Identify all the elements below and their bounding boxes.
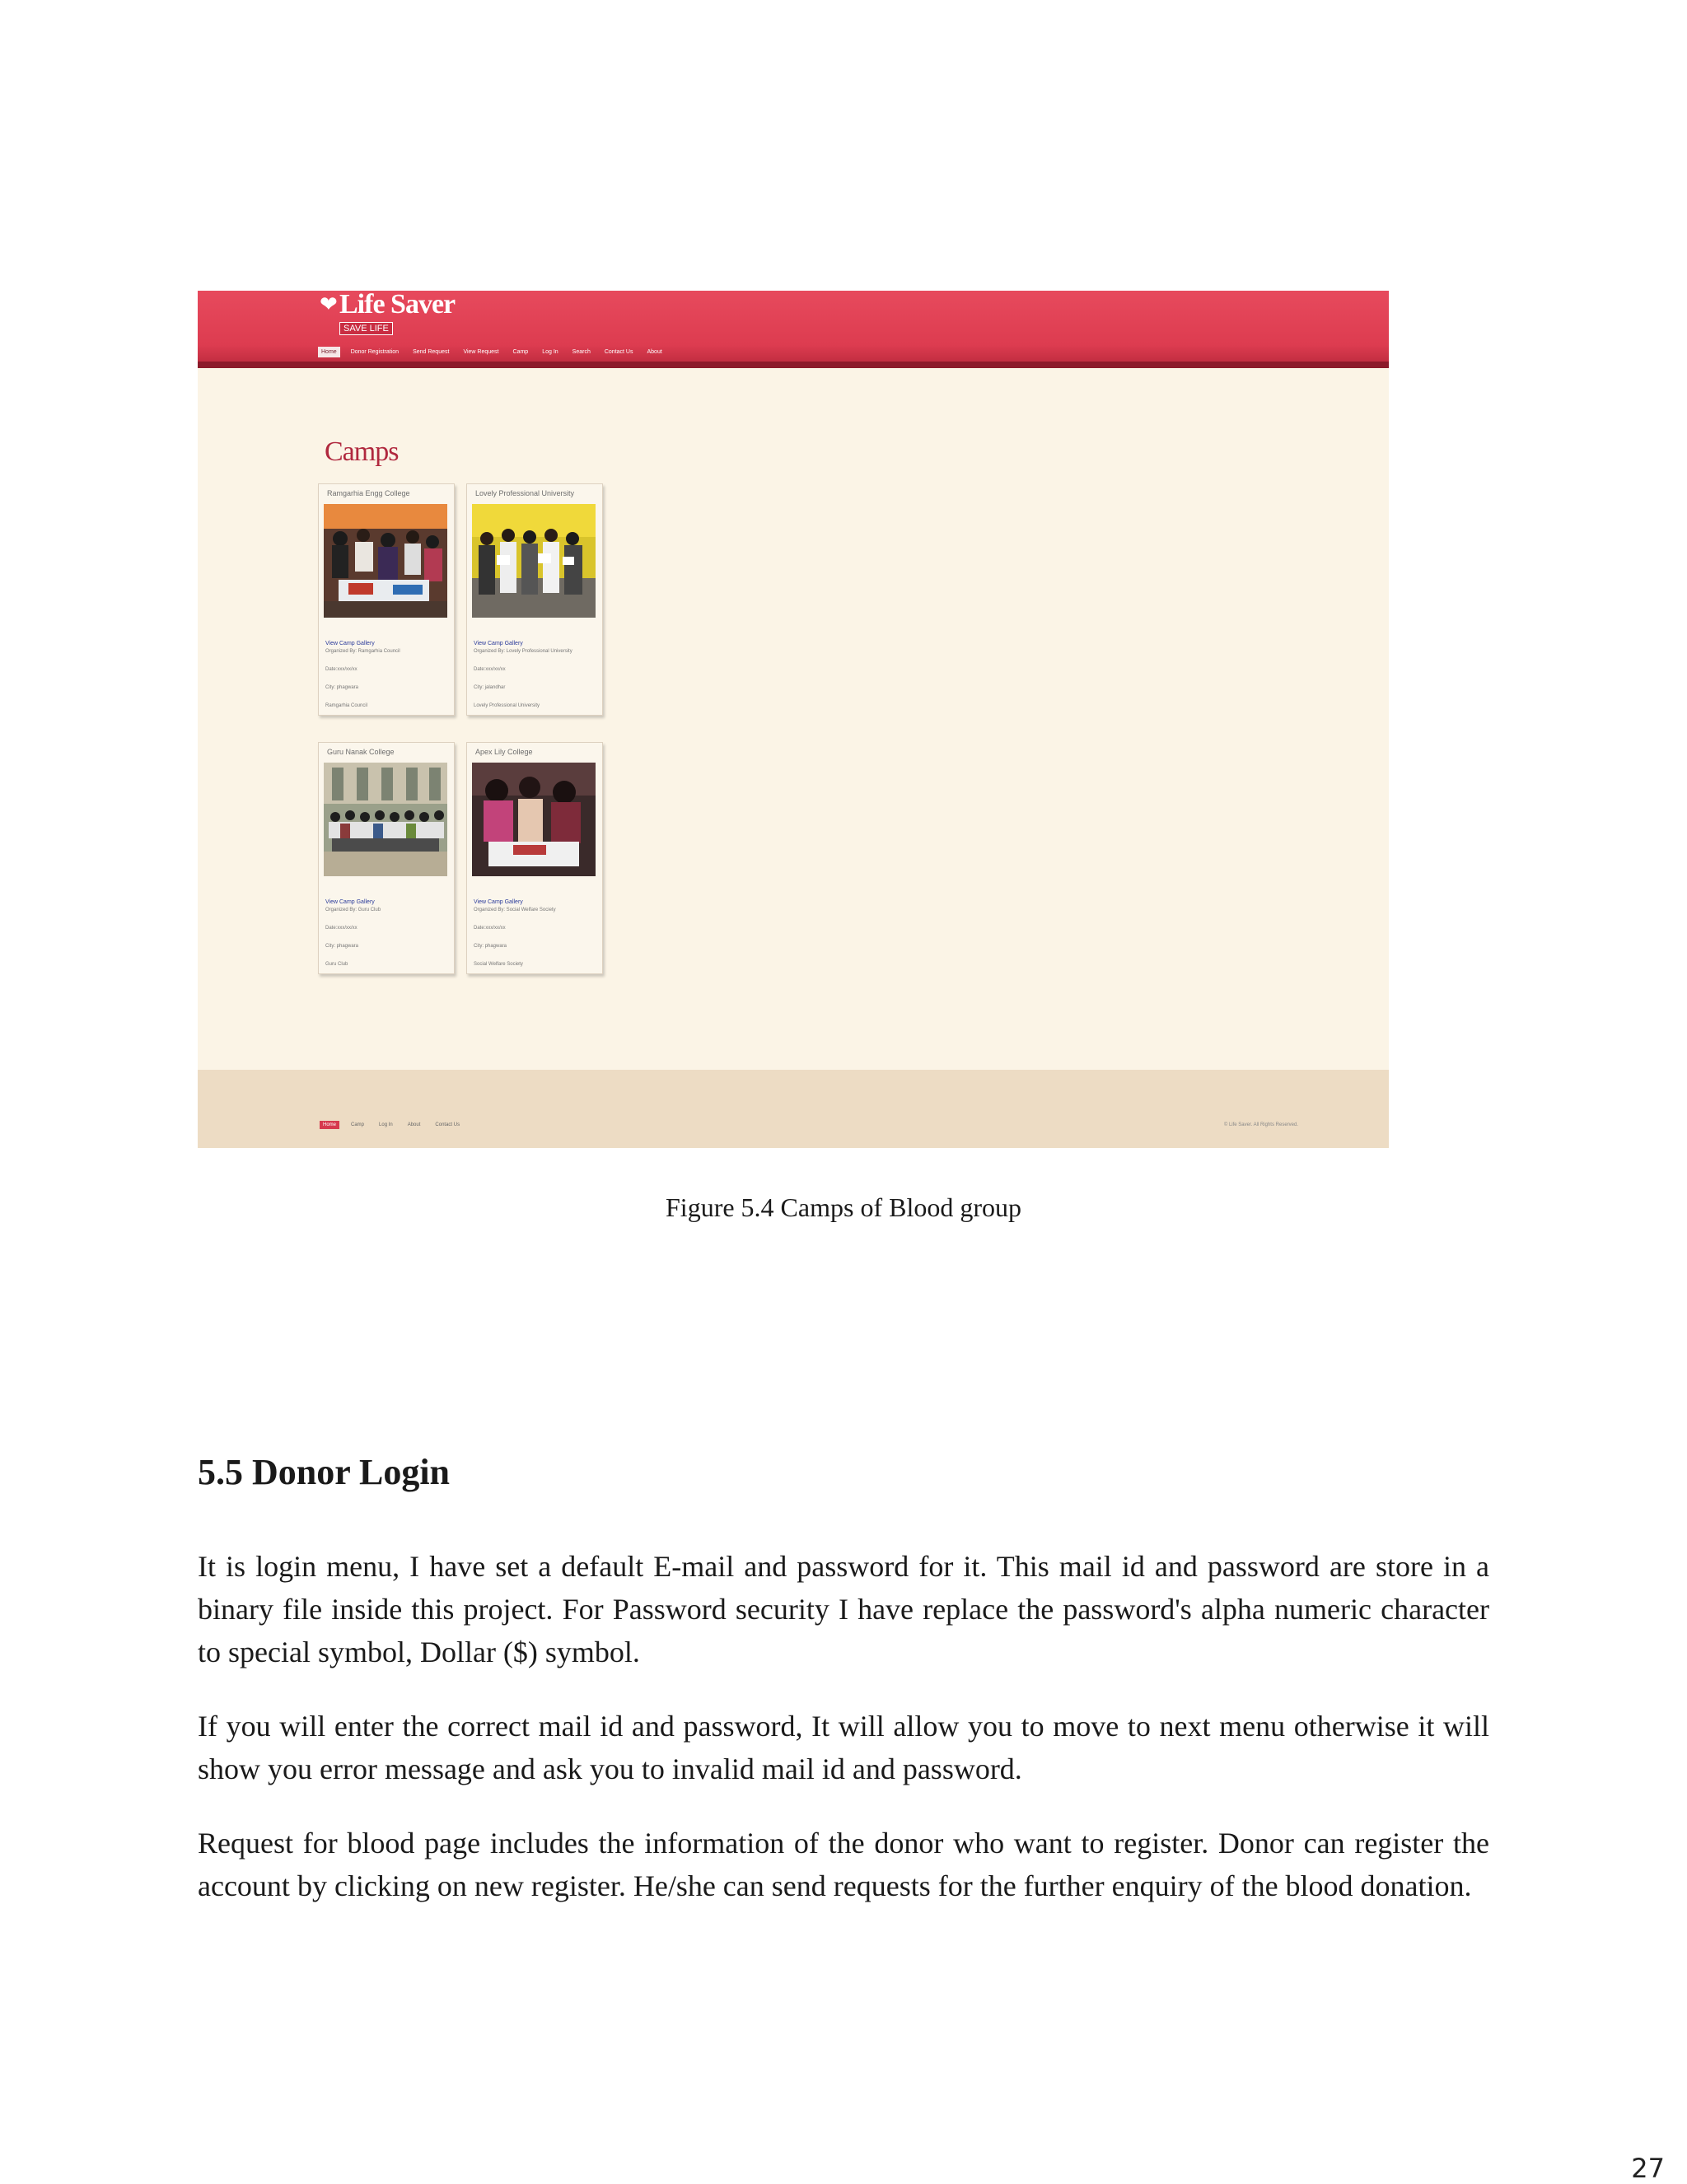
nav-contact-us[interactable]: Contact Us [604,348,633,355]
camp-org: Ramgarhia Council [325,703,368,708]
camp-organizer: Organized By: Ramgarhia Council [325,649,400,654]
app-footer [198,1070,1389,1148]
camp-card [466,742,603,974]
nav-home[interactable]: Home [318,347,340,357]
camp-organizer: Organized By: Guru Club [325,908,381,912]
camp-photo [472,504,596,618]
view-camp-gallery-link[interactable]: View Camp Gallery [325,641,375,646]
camp-card-title: Apex Lily College [475,748,533,756]
nav-donor-registration[interactable]: Donor Registration [350,348,400,355]
section-heading: 5.5 Donor Login [198,1452,451,1492]
nav-view-request[interactable]: View Request [463,348,499,355]
body-paragraph: If you will enter the correct mail id and password, It will allow you to move to next menu otherwise it will show you error message and ask you to invalid mail id and password. [198,1710,1489,1785]
camp-date: Date:xxx/xx/xx [474,926,506,931]
page-title: Camps [325,436,399,467]
main-nav [318,342,666,362]
camp-city: City: jalandhar [474,685,506,690]
view-camp-gallery-link[interactable]: View Camp Gallery [325,899,375,905]
nav-send-request[interactable]: Send Request [413,348,450,355]
camp-photo [472,763,596,876]
heart-logo-icon: ❤ [320,292,338,316]
body-paragraph: Request for blood page includes the information of the donor who want to register. Donor can register the account by clicking on new register. He/she can send requests for the further enquiry of the blood donation. [198,1827,1489,1902]
camp-photo [324,504,447,618]
camp-org: Lovely Professional University [474,703,540,708]
view-camp-gallery-link[interactable]: View Camp Gallery [474,641,523,646]
camp-organizer: Organized By: Social Welfare Society [474,908,556,912]
camp-card [318,742,455,974]
camp-city: City: phagwara [474,944,507,949]
camp-card-title: Ramgarhia Engg College [327,489,410,497]
camp-photo [324,763,447,876]
footer-nav [320,1121,463,1129]
nav-about[interactable]: About [647,348,662,355]
nav-login[interactable]: Log In [542,348,558,355]
camp-card [318,483,455,716]
footer-nav-about[interactable]: About [407,1122,421,1127]
nav-camp[interactable]: Camp [512,348,529,355]
camp-date: Date:xxx/xx/xx [325,926,357,931]
app-logo-tagline: SAVE LIFE [339,322,393,335]
app-logo-text: Life Saver [339,291,456,320]
footer-copyright: © Life Saver. All Rights Reserved. [1223,1122,1298,1127]
figure-caption: Figure 5.4 Camps of Blood group [666,1192,1021,1222]
camp-card [466,483,603,716]
camp-org: Guru Club [325,962,348,967]
page-number: 27 [1631,2153,1665,2184]
camp-city: City: phagwara [325,685,359,690]
figure-screenshot [198,291,1389,1148]
camp-card-title: Lovely Professional University [475,489,575,497]
camp-org: Social Welfare Society [474,962,523,967]
footer-nav-contact[interactable]: Contact Us [435,1122,460,1127]
footer-nav-home[interactable]: Home [320,1121,339,1129]
camp-date: Date:xxx/xx/xx [474,667,506,672]
nav-search[interactable]: Search [572,348,591,355]
app-header [198,291,1389,368]
body-paragraph: It is login menu, I have set a default E-mail and password for it. This mail id and password are store in a binary file inside this project. For Password security I have replace the password's alpha numeric character to special symbol, Dollar ($) symbol. [198,1550,1489,1668]
footer-nav-login[interactable]: Log In [379,1122,393,1127]
camp-card-title: Guru Nanak College [327,748,395,756]
footer-nav-camp[interactable]: Camp [351,1122,365,1127]
camp-city: City: phagwara [325,944,359,949]
camp-organizer: Organized By: Lovely Professional University [474,649,572,654]
view-camp-gallery-link[interactable]: View Camp Gallery [474,899,523,905]
camp-date: Date:xxx/xx/xx [325,667,357,672]
